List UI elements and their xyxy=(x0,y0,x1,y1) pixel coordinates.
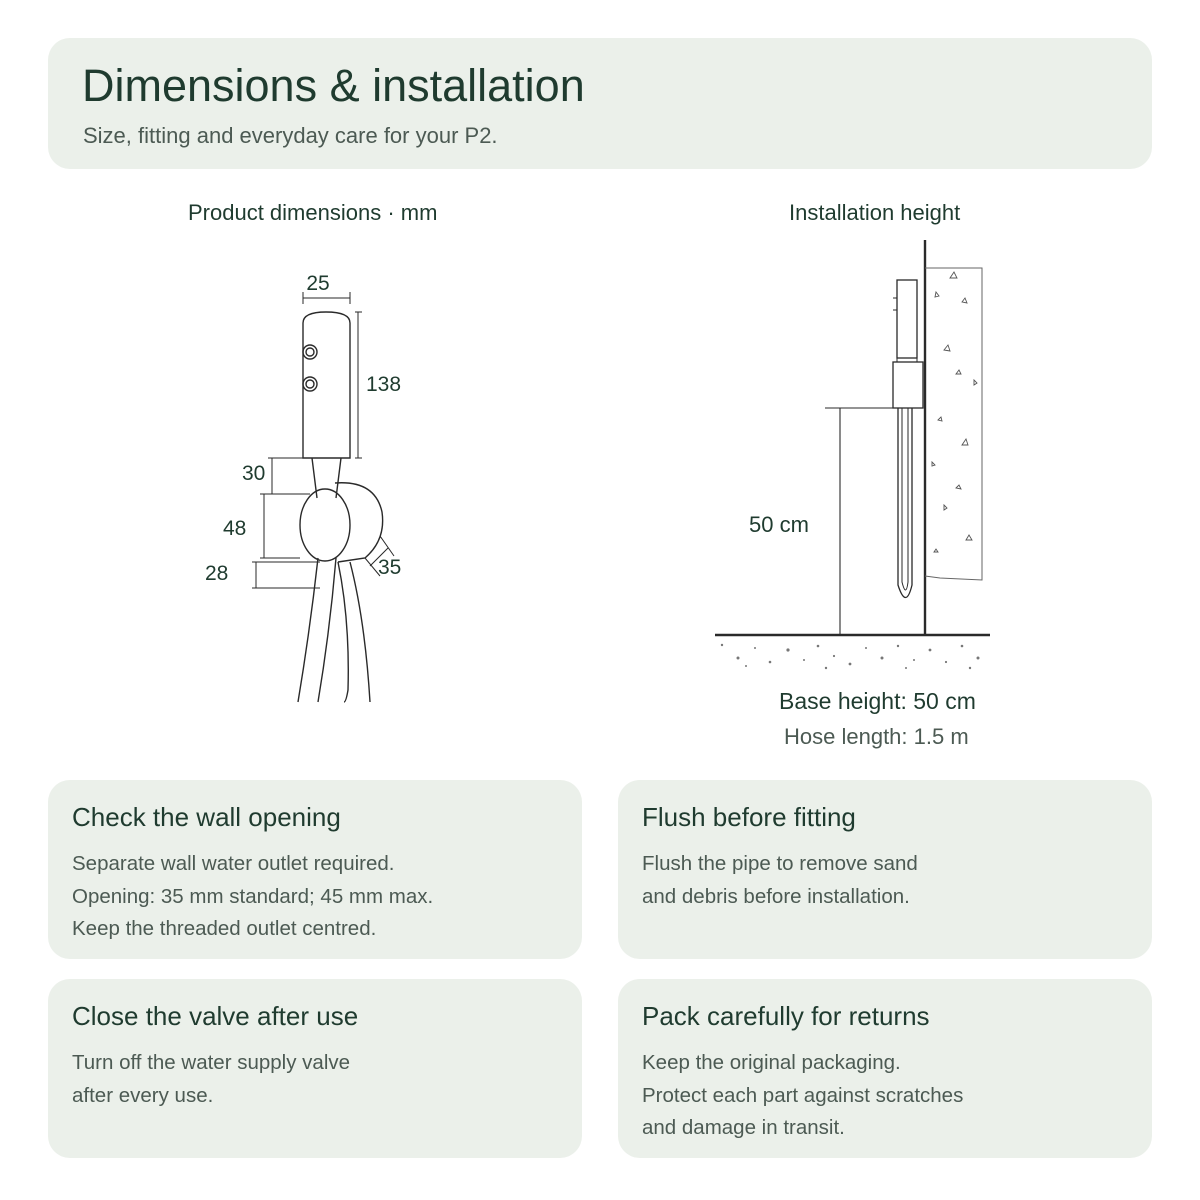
card-line: Keep the original packaging. xyxy=(642,1051,901,1074)
installation-height-label: Installation height xyxy=(789,200,961,225)
hose-length-caption: Hose length: 1.5 m xyxy=(784,724,969,749)
page-title: Dimensions & installation xyxy=(82,60,585,111)
dim-138: 138 xyxy=(366,373,402,396)
installation-drawing xyxy=(700,240,1020,680)
card-line: Keep the threaded outlet centred. xyxy=(72,917,377,940)
installed-holder xyxy=(893,362,923,408)
card-line: Opening: 35 mm standard; 45 mm max. xyxy=(72,884,434,908)
card-title: Flush before fitting xyxy=(642,802,856,832)
shower-head-outline xyxy=(303,312,350,458)
card-title: Check the wall opening xyxy=(72,802,341,832)
card-line: and debris before installation. xyxy=(642,884,910,908)
product-dimension-drawing xyxy=(160,240,520,740)
card-body xyxy=(72,848,433,946)
page-subtitle: Size, fitting and everyday care for your P2. xyxy=(83,123,498,148)
card-flush-before-fitting xyxy=(618,780,1152,959)
base-height-caption: Base height: 50 cm xyxy=(779,688,976,714)
height-label: 50 cm xyxy=(749,512,809,537)
button-upper xyxy=(303,345,317,359)
card-body xyxy=(72,1047,350,1112)
card-title: Close the valve after use xyxy=(72,1001,359,1031)
dim-48: 48 xyxy=(223,517,247,540)
card-check-wall-opening xyxy=(48,780,582,959)
card-line: Protect each part against scratches xyxy=(642,1083,964,1107)
card-close-valve xyxy=(48,979,582,1158)
card-line: Flush the pipe to remove sand xyxy=(642,852,918,875)
dim-30: 30 xyxy=(242,462,266,485)
card-title: Pack carefully for returns xyxy=(642,1001,930,1031)
card-body xyxy=(642,848,918,913)
card-line: Turn off the water supply valve xyxy=(72,1051,351,1074)
dim-28: 28 xyxy=(205,562,229,585)
card-line: after every use. xyxy=(72,1083,214,1107)
card-pack-returns xyxy=(618,979,1152,1158)
button-lower xyxy=(303,377,317,391)
dim-35: 35 xyxy=(378,556,402,579)
card-body xyxy=(642,1047,963,1145)
dim-25: 25 xyxy=(306,272,330,295)
card-line: Separate wall water outlet required. xyxy=(72,852,395,875)
installed-hose xyxy=(898,408,912,598)
header-card xyxy=(48,38,1152,169)
product-dimensions-label: Product dimensions · mm xyxy=(188,200,438,225)
hose xyxy=(298,558,370,702)
card-line: and damage in transit. xyxy=(642,1116,845,1139)
installed-shower-head xyxy=(897,280,917,358)
